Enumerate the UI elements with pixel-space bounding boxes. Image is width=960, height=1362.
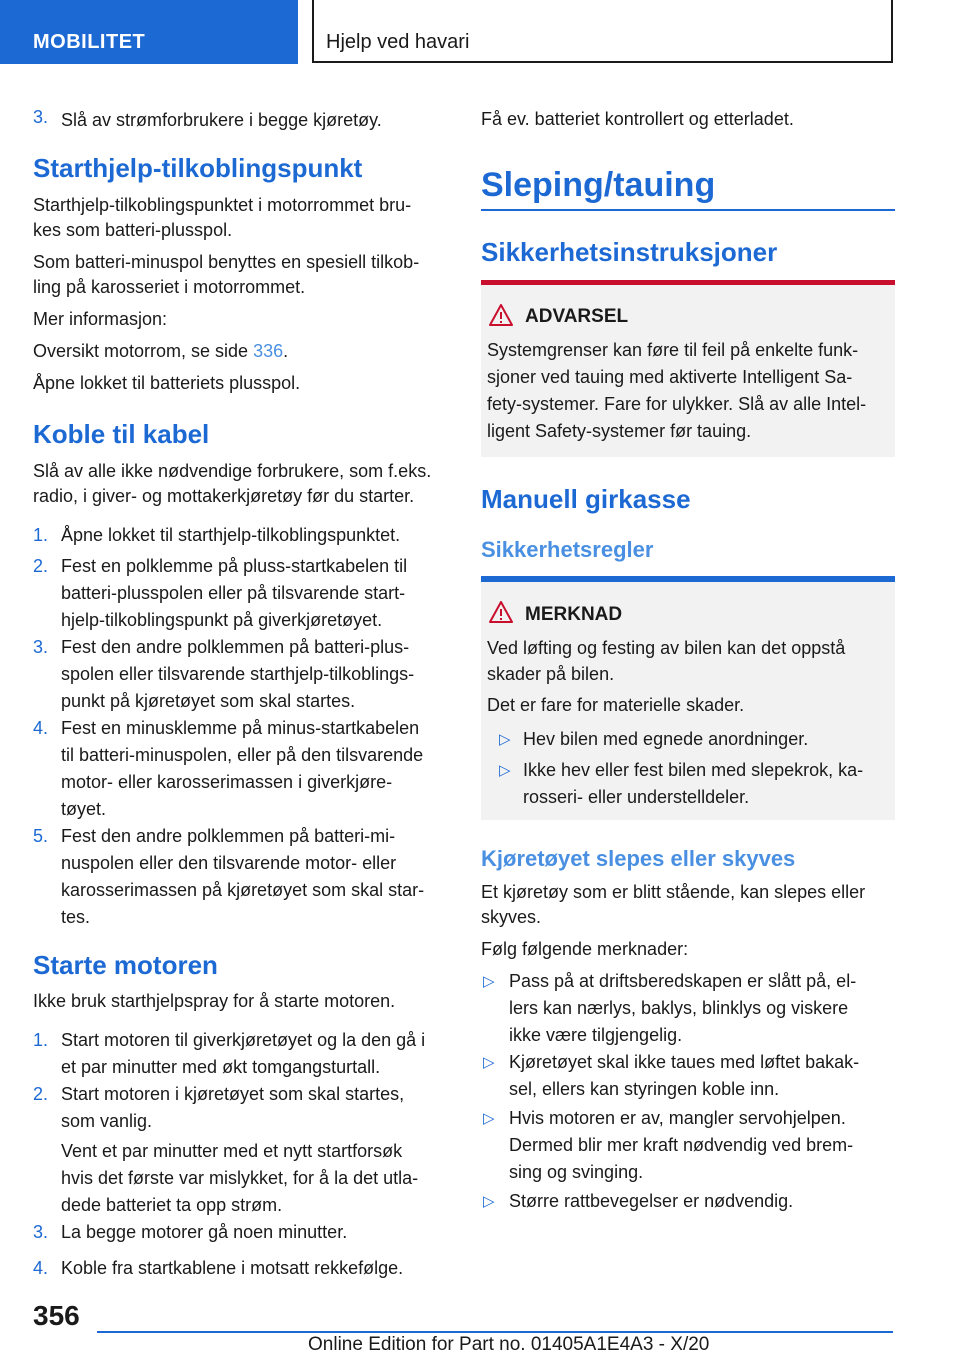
- section-tab: [0, 0, 298, 64]
- page-number: 356: [33, 1300, 80, 1331]
- list-number: 3.: [33, 637, 49, 657]
- list-text: til batteri-minuspolen, eller på den tilsvarende: [61, 745, 424, 765]
- paragraph: Åpne lokket til batteriets plusspol.: [33, 373, 301, 393]
- note-line: Det er fare for materielle skader.: [487, 695, 745, 715]
- bullet-text: ikke være tilgjengelig.: [509, 1025, 683, 1045]
- bullet-text: Større rattbevegelser er nødvendig.: [509, 1191, 794, 1211]
- heading-manuell: Manuell girkasse: [481, 484, 691, 514]
- list-text: Koble fra startkablene i motsatt rekkefølge.: [61, 1258, 404, 1278]
- list-number: 1.: [33, 525, 49, 545]
- warning-triangle-icon: [489, 601, 513, 623]
- list-text: karosserimassen på kjøretøyet som skal star-: [61, 880, 425, 900]
- heading-sleping: Sleping/tauing: [481, 166, 716, 204]
- bullet-text: Kjøretøyet skal ikke taues med løftet bakak-: [509, 1052, 860, 1072]
- list-text: hjelp-tilkoblingspunkt på giverkjøretøyet.: [61, 610, 383, 630]
- note-bar: [481, 576, 895, 582]
- list-text: Fest den andre polklemmen på batteri-plus-: [61, 637, 410, 657]
- paragraph: Starthjelp-tilkoblingspunktet i motorrommet bru-: [33, 195, 412, 215]
- heading-regler: Sikkerhetsregler: [481, 537, 654, 562]
- paragraph: Få ev. batteriet kontrollert og etterladet.: [481, 109, 794, 129]
- heading-sikkerhet: Sikkerhetsinstruksjoner: [481, 237, 778, 267]
- bullet-triangle-icon: ▷: [483, 1110, 495, 1127]
- page-link[interactable]: 336: [253, 341, 284, 361]
- list-text: Start motoren til giverkjøretøyet og la den gå i: [61, 1030, 426, 1050]
- note-title: MERKNAD: [525, 604, 623, 625]
- list-text: dede batteriet ta opp strøm.: [61, 1195, 283, 1215]
- list-number: 3.: [33, 107, 49, 127]
- paragraph: ling på karosseriet i motorrommet.: [33, 277, 306, 297]
- list-text: batteri-plusspolen eller på tilsvarende start-: [61, 583, 406, 603]
- paragraph: radio, i giver- og mottakerkjøretøy før du starter.: [33, 486, 415, 506]
- list-text: Fest en polklemme på pluss-startkabelen til: [61, 556, 408, 576]
- heading-kabel: Koble til kabel: [33, 419, 210, 449]
- list-number: 2.: [33, 1084, 49, 1104]
- list-text: Fest den andre polklemmen på batteri-mi-: [61, 826, 396, 846]
- paragraph-text: .: [283, 341, 289, 361]
- bullet-text: Pass på at driftsberedskapen er slått på, el-: [509, 971, 857, 991]
- bullet-text: sing og svinging.: [509, 1162, 644, 1182]
- box-line: ligent Safety-systemer før tauing.: [487, 421, 752, 441]
- list-text: Vent et par minutter med et nytt startforsøk: [61, 1141, 403, 1161]
- bullet-text: Ikke hev eller fest bilen med slepekrok, ka-: [523, 760, 864, 780]
- bullet-triangle-icon: ▷: [483, 1054, 495, 1071]
- paragraph: skyves.: [481, 907, 542, 927]
- bullet-text: Dermed blir mer kraft nødvendig ved brem-: [509, 1135, 854, 1155]
- section-title: MOBILITET: [33, 31, 146, 53]
- chapter-tab: [312, 0, 893, 63]
- list-text: Åpne lokket til starthjelp-tilkoblingspunktet.: [61, 525, 401, 545]
- chapter-title: Hjelp ved havari: [326, 31, 470, 53]
- list-number: 1.: [33, 1030, 49, 1050]
- bullet-triangle-icon: ▷: [483, 973, 495, 990]
- list-text: Slå av strømforbrukere i begge kjøretøy.: [61, 110, 382, 130]
- list-text: tøyet.: [61, 799, 107, 819]
- list-text: nuspolen eller den tilsvarende motor- eller: [61, 853, 397, 873]
- box-line: skader på bilen.: [487, 664, 615, 684]
- list-text: et par minutter med økt tomgangsturtall.: [61, 1057, 381, 1077]
- box-line: sjoner ved tauing med aktiverte Intelligent Sa-: [487, 367, 853, 387]
- paragraph: Slå av alle ikke nødvendige forbrukere, som f.eks.: [33, 461, 432, 481]
- list-number: 3.: [33, 1222, 49, 1242]
- list-number: 4.: [33, 718, 49, 738]
- paragraph: Mer informasjon:: [33, 309, 168, 329]
- box-line: fety-systemer. Fare for ulykker. Slå av alle Intel-: [487, 394, 867, 414]
- note-box: [481, 576, 895, 820]
- list-text: som vanlig.: [61, 1111, 153, 1131]
- paragraph: [33, 339, 288, 365]
- list-text: La begge motorer gå noen minutter.: [61, 1222, 348, 1242]
- heading-slepes: Kjøretøyet slepes eller skyves: [481, 846, 796, 871]
- heading-underline: [481, 209, 895, 211]
- warning-triangle-icon: [489, 304, 513, 326]
- footer-edition: Online Edition for Part no. 01405A1E4A3 - X/20: [308, 1334, 710, 1355]
- paragraph: kes som batteri-plusspol.: [33, 220, 233, 240]
- bullet-triangle-icon: ▷: [499, 731, 511, 748]
- heading-motor: Starte motoren: [33, 950, 218, 980]
- paragraph: Som batteri-minuspol benyttes en spesiell tilkob-: [33, 252, 420, 272]
- bullet-text: Hev bilen med egnede anordninger.: [523, 729, 809, 749]
- paragraph: Et kjøretøy som er blitt stående, kan slepes eller: [481, 882, 866, 902]
- list-text: Fest en minusklemme på minus-startkabelen: [61, 718, 420, 738]
- list-text: Start motoren i kjøretøyet som skal startes,: [61, 1084, 405, 1104]
- box-line: Systemgrenser kan føre til feil på enkelte funk-: [487, 340, 859, 360]
- list-number: 2.: [33, 556, 49, 576]
- warning-box: [481, 280, 895, 457]
- paragraph: Følg følgende merknader:: [481, 939, 689, 959]
- list-text: tes.: [61, 907, 91, 927]
- paragraph-text: Oversikt motorrom, se side: [33, 341, 254, 361]
- warning-bar: [481, 280, 895, 285]
- bullet-text: Hvis motoren er av, mangler servohjelpen.: [509, 1108, 846, 1128]
- box-line: Ved løfting og festing av bilen kan det oppstå: [487, 638, 846, 658]
- warning-title: ADVARSEL: [525, 306, 629, 327]
- list-text: spolen eller tilsvarende starthjelp-tilkoblings-: [61, 664, 415, 684]
- bullet-triangle-icon: ▷: [499, 762, 511, 779]
- heading-starthjelp: Starthjelp-tilkoblingspunkt: [33, 153, 363, 183]
- bullet-text: lers kan nærlys, baklys, blinklys og viskere: [509, 998, 849, 1018]
- list-text: motor- eller karosserimassen i giverkjøre-: [61, 772, 393, 792]
- bullet-triangle-icon: ▷: [483, 1193, 495, 1210]
- footer-rule: [97, 1331, 893, 1333]
- paragraph: Ikke bruk starthjelpspray for å starte motoren.: [33, 991, 396, 1011]
- bullet-text: rosseri- eller understelldeler.: [523, 787, 750, 807]
- list-text: hvis det første var mislykket, for å la det utla-: [61, 1168, 419, 1188]
- list-number: 5.: [33, 826, 49, 846]
- list-number: 4.: [33, 1258, 49, 1278]
- bullet-text: sel, ellers kan styringen koble inn.: [509, 1079, 780, 1099]
- list-text: punkt på kjøretøyet som skal startes.: [61, 691, 356, 711]
